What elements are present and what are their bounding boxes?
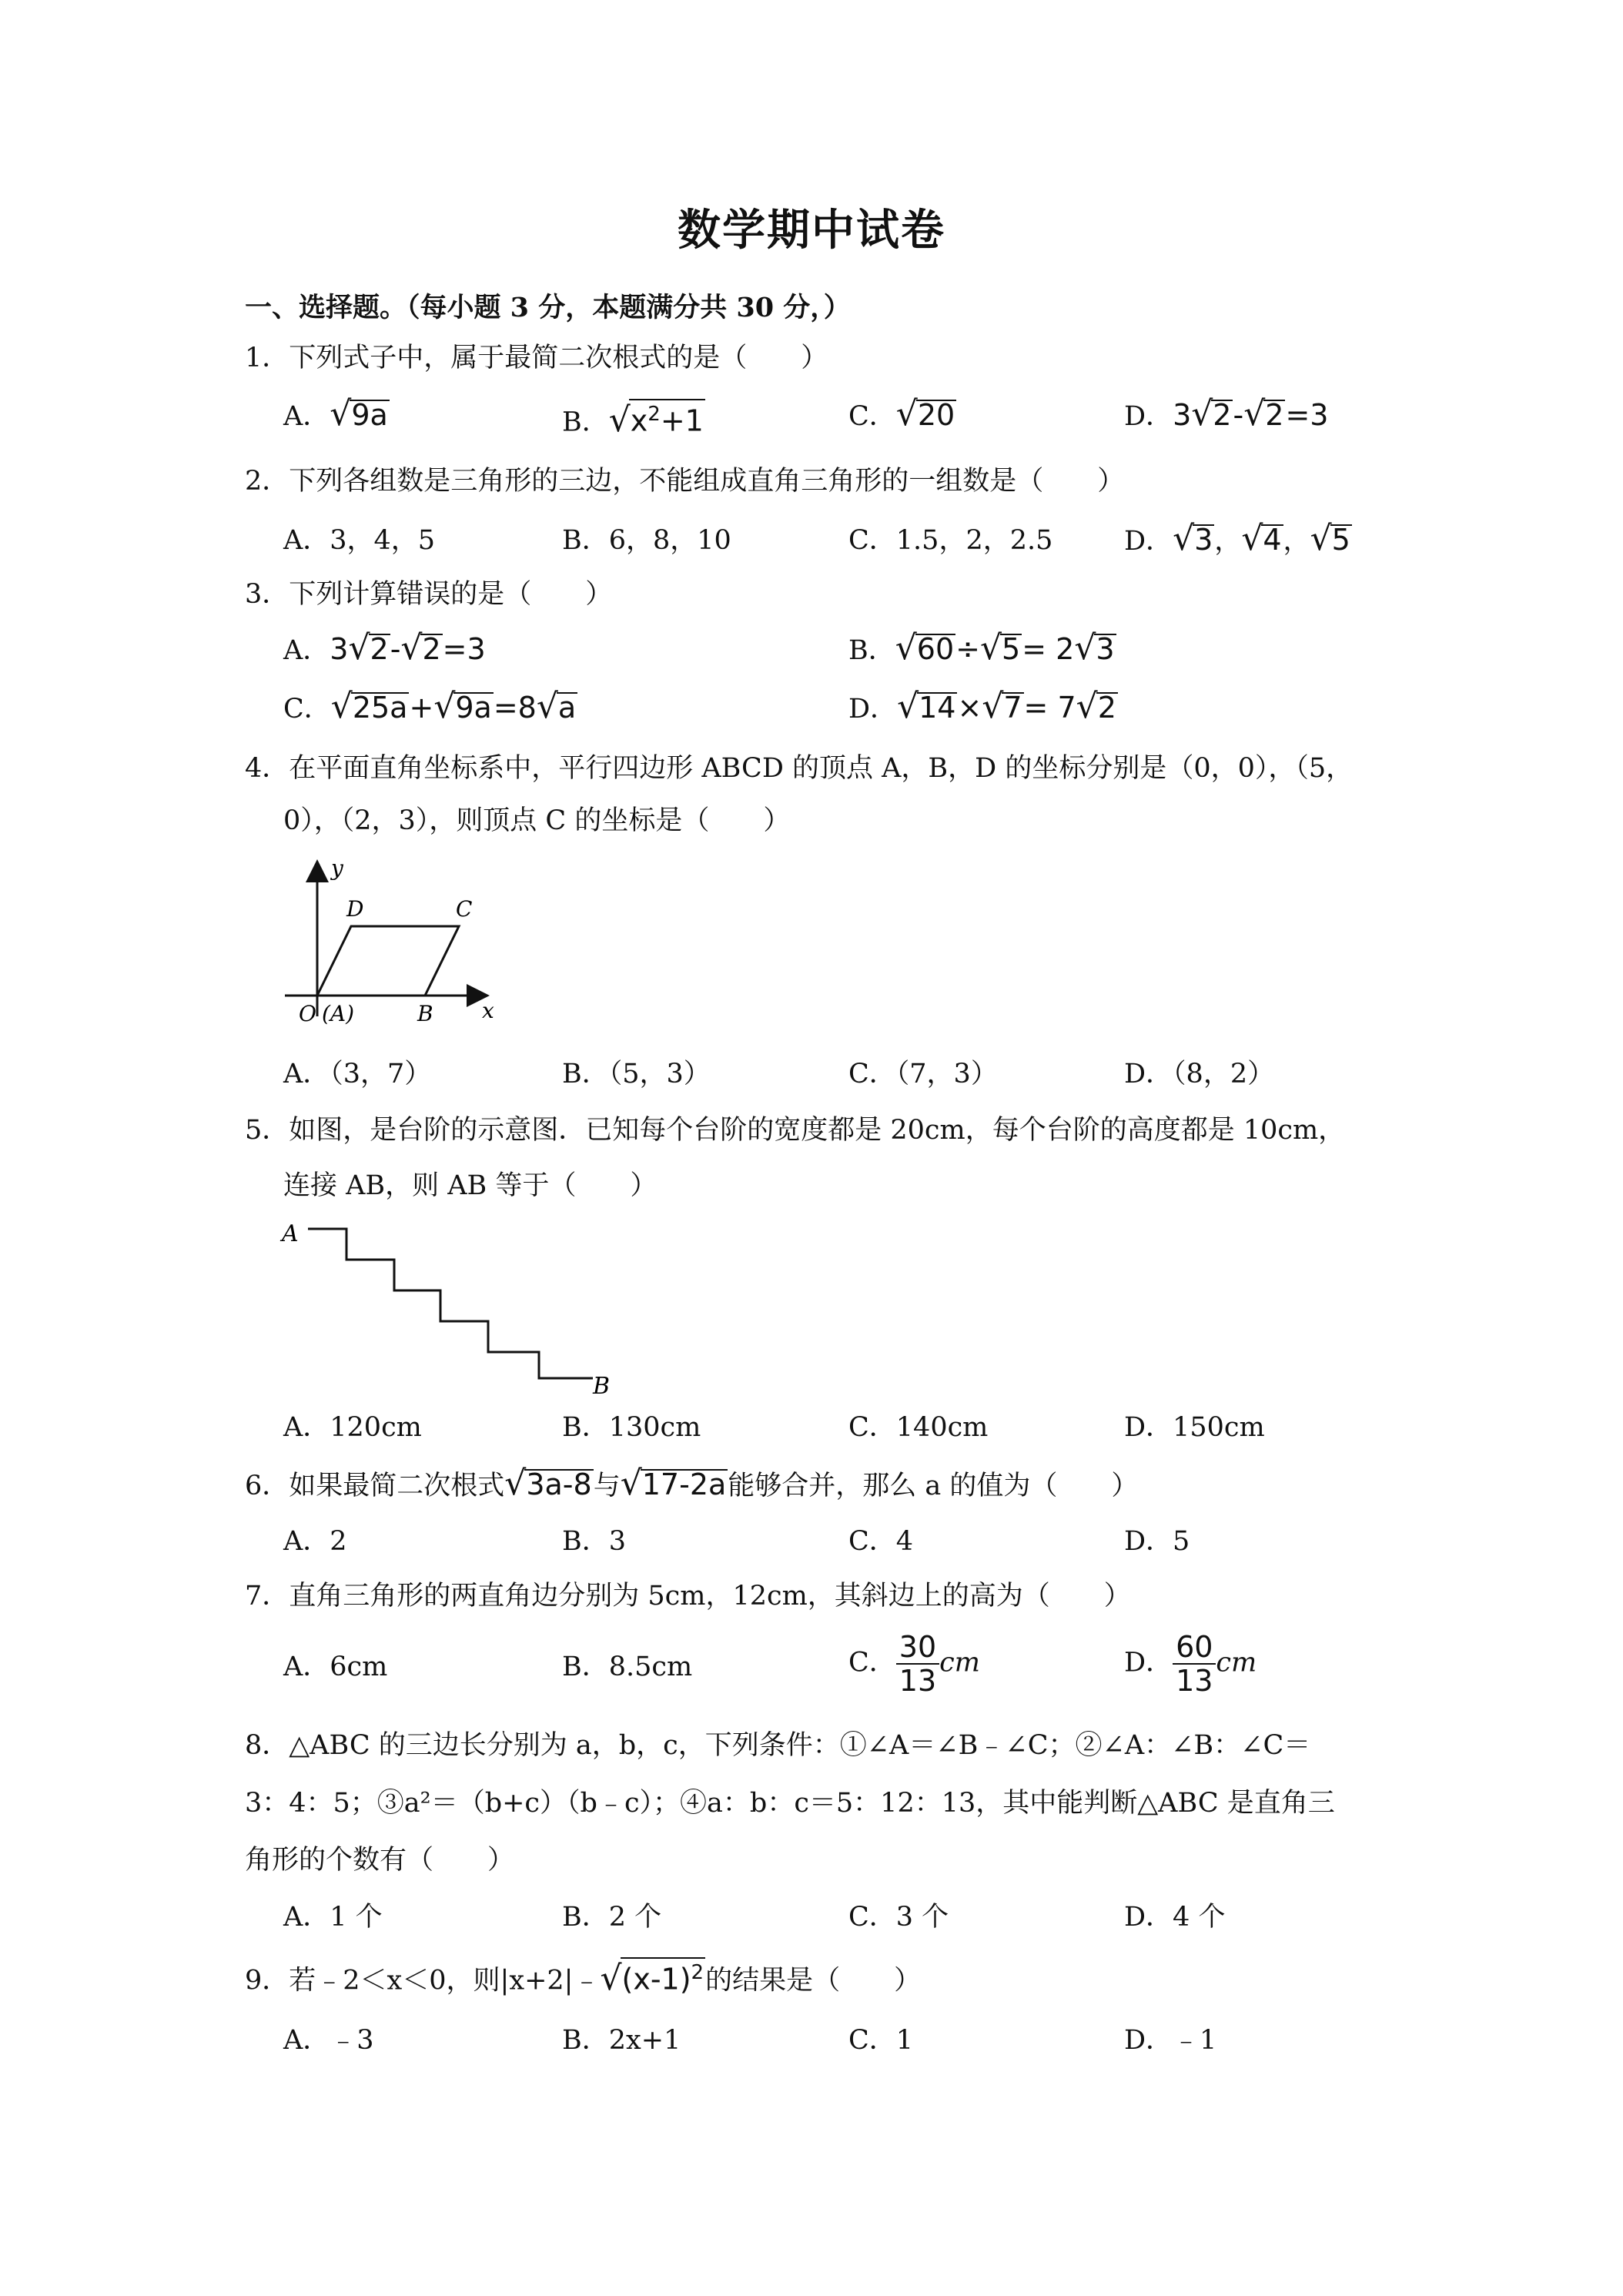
q9-option-b[interactable]: B．2x+1 xyxy=(562,2025,681,2056)
q2-option-a[interactable]: A．3，4，5 xyxy=(283,525,436,556)
point-b-label: B xyxy=(593,1373,611,1400)
q5-option-b[interactable]: B．130cm xyxy=(562,1412,701,1443)
q3-option-d[interactable]: D．√14×√7= 7√2 xyxy=(848,687,1116,726)
q9-option-d[interactable]: D．﹣1 xyxy=(1124,2025,1217,2056)
q1-option-b[interactable]: B．$√x^2+1$ xyxy=(562,400,704,440)
question-2-stem: 2．下列各组数是三角形的三边，不能组成直角三角形的一组数是（ ） xyxy=(245,466,1125,497)
q4-parallelogram-figure xyxy=(277,855,508,1032)
vertex-a-label: (A) xyxy=(322,1001,355,1026)
parallelogram-abcd xyxy=(317,926,459,996)
question-5-line-2: 连接 AB，则 AB 等于（ ） xyxy=(283,1170,658,1201)
q4-option-b[interactable]: B．（5，3） xyxy=(562,1059,711,1089)
page-title: 数学期中试卷 xyxy=(678,205,945,256)
x-axis-label: x xyxy=(482,998,494,1023)
q7-option-b[interactable]: B．8.5cm xyxy=(562,1652,693,1682)
q3-option-c[interactable]: C．√25a+√9a=8√a xyxy=(283,687,577,726)
q2-option-d[interactable]: D．√3，√4，√5 xyxy=(1124,519,1350,558)
q8-option-d[interactable]: D．4 个 xyxy=(1124,1902,1226,1933)
question-9-stem: 9．若﹣2＜x＜0，则$|x+2|﹣√(x-1)^2$的结果是（ ） xyxy=(245,1958,922,1998)
vertex-b-label: B xyxy=(417,1001,433,1026)
q8-option-a[interactable]: A．1 个 xyxy=(283,1902,383,1933)
q6-option-c[interactable]: C．4 xyxy=(848,1526,914,1557)
q2-option-c[interactable]: C．1.5，2，2.5 xyxy=(848,525,1053,556)
question-7-stem: 7．直角三角形的两直角边分别为 5cm，12cm，其斜边上的高为（ ） xyxy=(245,1581,1131,1612)
q4-option-c[interactable]: C．（7，3） xyxy=(848,1059,998,1089)
question-6-stem: 6．如果最简二次根式√3a-8与√17-2a能够合并，那么 a 的值为（ ） xyxy=(245,1464,1139,1503)
q6-option-a[interactable]: A．2 xyxy=(283,1526,347,1557)
question-1-stem: 1．下列式子中，属于最简二次根式的是（ ） xyxy=(245,343,828,373)
q2-option-b[interactable]: B．6，8，10 xyxy=(562,525,731,556)
question-8-line-2: 3：4：5；③a²＝（b+c）（b﹣c）；④a：b：c＝5：12：13，其中能判断△ABC 是直角三 xyxy=(245,1788,1335,1819)
question-4-line-1: 4．在平面直角坐标系中，平行四边形 ABCD 的顶点 A，B，D 的坐标分别是（0，0），（5， xyxy=(245,753,1354,784)
y-axis-label: y xyxy=(331,855,343,881)
question-8-line-3: 角形的个数有（ ） xyxy=(245,1845,515,1876)
staircase-outline xyxy=(308,1229,593,1378)
q6-option-b[interactable]: B．3 xyxy=(562,1526,626,1557)
q5-option-c[interactable]: C．140cm xyxy=(848,1412,989,1443)
question-8-line-1: 8．△ABC 的三边长分别为 a，b，c，下列条件：①∠A＝∠B﹣∠C；②∠A：∠B：∠C＝ xyxy=(245,1730,1311,1761)
q7-option-d[interactable]: D． $\frac{60}{13}$ cm xyxy=(1124,1630,1257,1698)
q8-option-b[interactable]: B．2 个 xyxy=(562,1902,662,1933)
q5-option-a[interactable]: A．120cm xyxy=(283,1412,422,1443)
q4-option-a[interactable]: A．（3，7） xyxy=(283,1059,432,1089)
q6-option-d[interactable]: D．5 xyxy=(1124,1526,1190,1557)
q1-option-c[interactable]: C．√20 xyxy=(848,394,955,433)
q3-option-b[interactable]: B．√60÷√5= 2√3 xyxy=(848,628,1115,668)
q5-staircase-figure xyxy=(277,1215,624,1400)
vertex-d-label: D xyxy=(346,896,364,922)
q1-option-d[interactable]: D．3√2-√2=3 xyxy=(1124,394,1329,433)
q7-option-c[interactable]: C． $\frac{30}{13}$ cm xyxy=(848,1630,980,1698)
q9-option-a[interactable]: A．﹣3 xyxy=(283,2025,374,2056)
vertex-c-label: C xyxy=(456,896,473,922)
q7-option-a[interactable]: A．6cm xyxy=(283,1652,388,1682)
q1-option-a[interactable]: A．√9a xyxy=(283,394,388,433)
section-heading: 一、选择题。（每小题 3 分，本题满分共 30 分，） xyxy=(245,292,851,323)
question-4-line-2: 0），（2，3），则顶点 C 的坐标是（ ） xyxy=(283,805,791,836)
q9-option-c[interactable]: C．1 xyxy=(848,2025,914,2056)
q4-option-d[interactable]: D．（8，2） xyxy=(1124,1059,1275,1089)
point-a-label: A xyxy=(282,1220,299,1247)
question-5-line-1: 5．如图，是台阶的示意图．已知每个台阶的宽度都是 20cm，每个台阶的高度都是 10cm， xyxy=(245,1115,1346,1146)
origin-label: O xyxy=(299,1001,316,1026)
question-3-stem: 3．下列计算错误的是（ ） xyxy=(245,579,613,610)
q8-option-c[interactable]: C．3 个 xyxy=(848,1902,949,1933)
q3-option-a[interactable]: A．3√2-√2=3 xyxy=(283,628,486,668)
q5-option-d[interactable]: D．150cm xyxy=(1124,1412,1265,1443)
